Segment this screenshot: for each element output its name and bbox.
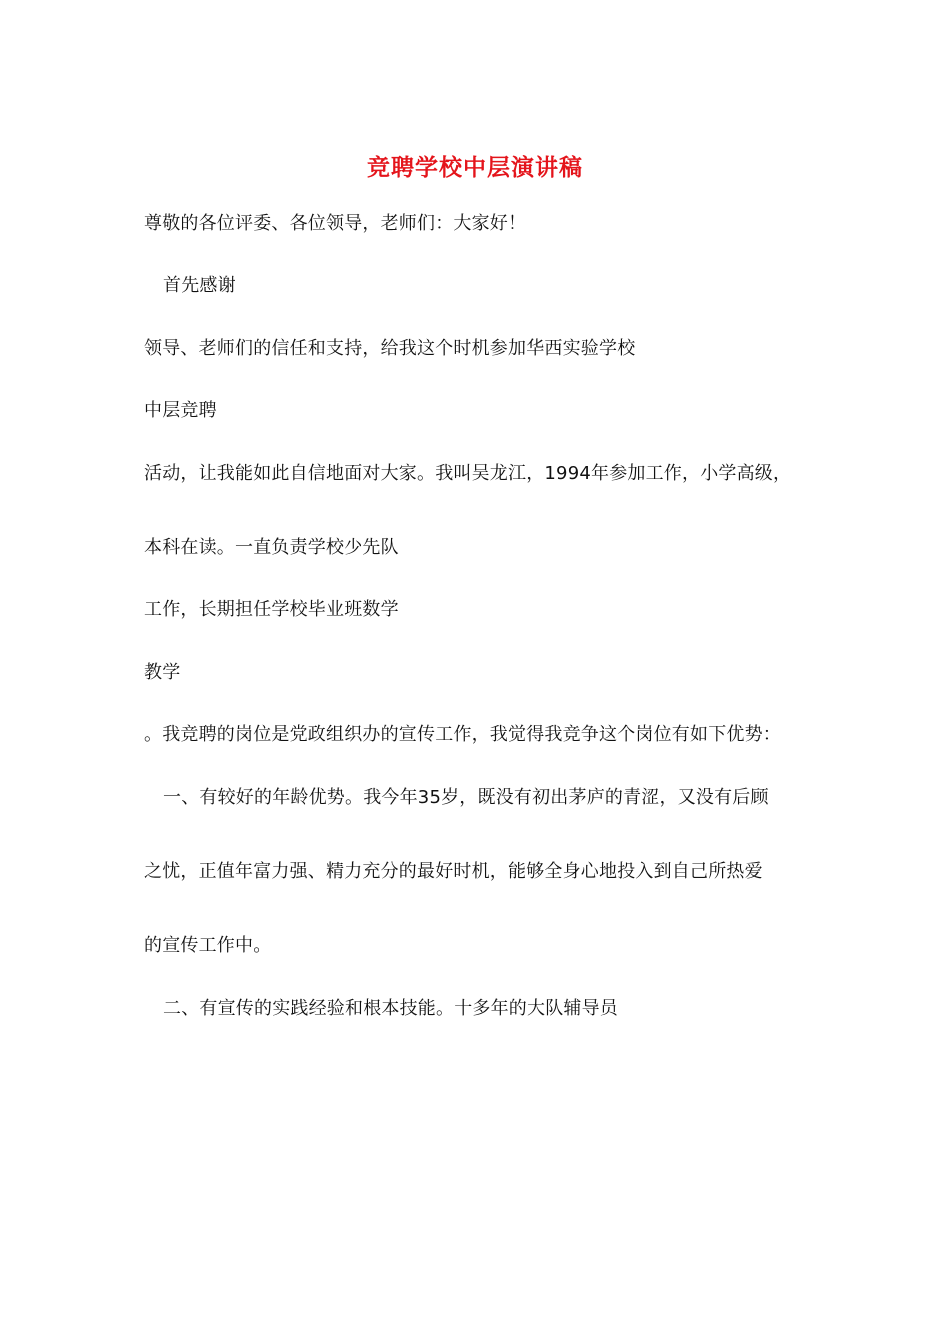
document-title: 竞聘学校中层演讲稿 bbox=[367, 154, 583, 181]
body-line: 领导、老师们的信任和支持，给我这个时机参加华西实验学校 bbox=[144, 338, 636, 359]
greeting-line: 尊敬的各位评委、各位领导，老师们：大家好！ bbox=[144, 213, 527, 234]
body-line: 二、有宣传的实践经验和根本技能。十多年的大队辅导员 bbox=[163, 998, 618, 1019]
body-line: 。我竞聘的岗位是党政组织办的宣传工作，我觉得我竞争这个岗位有如下优势： bbox=[144, 724, 781, 745]
body-line: 一、有较好的年龄优势。我今年35岁，既没有初出茅庐的青涩，又没有后顾 bbox=[163, 787, 769, 808]
body-line: 工作，长期担任学校毕业班数学 bbox=[144, 599, 399, 620]
body-line: 活动，让我能如此自信地面对大家。我叫吴龙江，1994年参加工作，小学高级， bbox=[144, 463, 792, 484]
body-line: 的宣传工作中。 bbox=[144, 935, 272, 956]
body-line: 中层竞聘 bbox=[144, 400, 217, 421]
body-line: 教学 bbox=[144, 662, 181, 683]
body-line: 首先感谢 bbox=[163, 275, 236, 296]
body-line: 本科在读。一直负责学校少先队 bbox=[144, 537, 399, 558]
body-line: 之忧，正值年富力强、精力充分的最好时机，能够全身心地投入到自己所热爱 bbox=[144, 861, 763, 882]
